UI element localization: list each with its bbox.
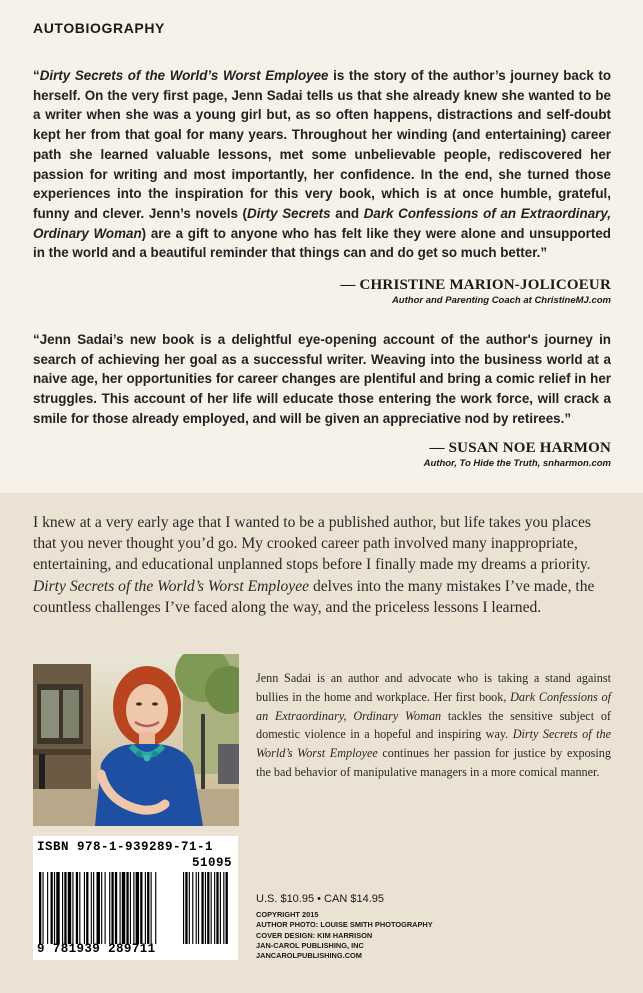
quote-open-mark: “ bbox=[33, 68, 40, 83]
author-bio: Jenn Sadai is an author and advocate who is taking a stand against bullies in the home and workplace. Her first book, Dark Confessions of an Extraordinary, Ordinary Woman tackles the sensitive subject of domestic violence in a hopeful and inspiring way. Dirty Secrets of the World’s Worst Employee continues her passion for justice by exposing the bad behavior of manipulative managers in a more comical manner. bbox=[256, 671, 611, 779]
barcode-bars bbox=[37, 872, 235, 944]
quote-book-title: Dirty Secrets of the World’s Worst Employee bbox=[39, 68, 329, 83]
quote-book-title: Dark Confessions of an Extraordinary, Ordinary Woman bbox=[33, 205, 612, 241]
quote-text: ) are a gift to anyone who has felt like they were alone and unsupported in the world and a beautiful reminder that things can and do get so much better.” bbox=[33, 225, 611, 261]
attribution-name: — CHRISTINE MARION-JOLICOEUR bbox=[340, 277, 611, 293]
credit-line: JANCAROLPUBLISHING.COM bbox=[256, 951, 362, 961]
author-photo-illustration bbox=[33, 654, 239, 826]
book-blurb: I knew at a very early age that I wanted to be a published author, but life takes you places that you never thought you’d go. My crooked career path involved many inappropriate, entertaining, and educational unplanned stops before I finally made my dreams a priority. Dirty Secrets of the World’s Worst Employee delves into the many mistakes I’ve made, the countless challenges I’ve faced along the way, and the priceless lessons I learned. bbox=[33, 514, 595, 616]
bio-book-title: Dirty Secrets of the World’s Worst Employee bbox=[256, 727, 611, 761]
testimonial-quote-2: “Jenn Sadai’s new book is a delightful eye-opening account of the author's journey in search of achieving her goal as a successful writer. Weaving into the business world at a naive age, her opportunities for career changes are plentiful and bring a comic relief in her struggles. This account of her life will educate those entering the work force, will crack a smile for those already employed, and will be given an appreciative nod by retirees.” bbox=[33, 332, 611, 426]
credit-line: COPYRIGHT 2015 bbox=[256, 910, 319, 919]
attribution-book-title: To Hide the Truth bbox=[459, 458, 538, 469]
bio-book-title: Dark Confessions of an Extraordinary, Ordinary Woman bbox=[256, 689, 611, 723]
credits bbox=[256, 910, 433, 961]
quote-text: and bbox=[330, 205, 364, 221]
testimonial-quote-1 bbox=[33, 66, 611, 263]
isbn-barcode bbox=[33, 836, 238, 960]
price-addon-code: 51095 bbox=[191, 856, 232, 870]
credit-line: COVER DESIGN: KIM HARRISON bbox=[256, 930, 373, 940]
blurb-book-title: Dirty Secrets of the World’s Worst Employee bbox=[33, 577, 310, 595]
attribution-role: Author, To Hide the Truth, snharmon.com bbox=[423, 458, 611, 469]
price-label: U.S. $10.95 • CAN $14.95 bbox=[256, 893, 384, 905]
testimonial-attribution-2 bbox=[424, 440, 611, 469]
ean-number: 9 781939 289711 bbox=[37, 942, 156, 956]
credit-line: JAN-CAROL PUBLISHING, INC bbox=[256, 940, 364, 950]
quote-text: is the story of the author’s journey back to herself. On the very first page, Jenn Sadai tells us that she already knew she wanted to be a writer when she was a young girl but, as so often happens, distractions and self-doubt kept her from that goal for many years. Throughout her winding (and entertaining) career path she learned valuable lessons, met some unbelievable people, rediscovered her passion for writing and most importantly, her confidence. In the end, she turned those experiences into the inspiration for this very book, which is at once humble, grateful, funny and clever. Jenn’s novels ( bbox=[33, 68, 612, 221]
attribution-name: — SUSAN NOE HARMON bbox=[429, 440, 611, 456]
testimonial-attribution-1 bbox=[340, 277, 611, 306]
category-label: AUTOBIOGRAPHY bbox=[33, 20, 165, 36]
isbn-number: ISBN 978-1-939289-71-1 bbox=[37, 840, 214, 854]
attribution-role: Author and Parenting Coach at ChristineMJ.com bbox=[391, 295, 611, 306]
credit-line: AUTHOR PHOTO: LOUISE SMITH PHOTOGRAPHY bbox=[256, 920, 433, 930]
quote-book-title: Dirty Secrets bbox=[247, 205, 331, 221]
author-photo bbox=[33, 654, 239, 826]
